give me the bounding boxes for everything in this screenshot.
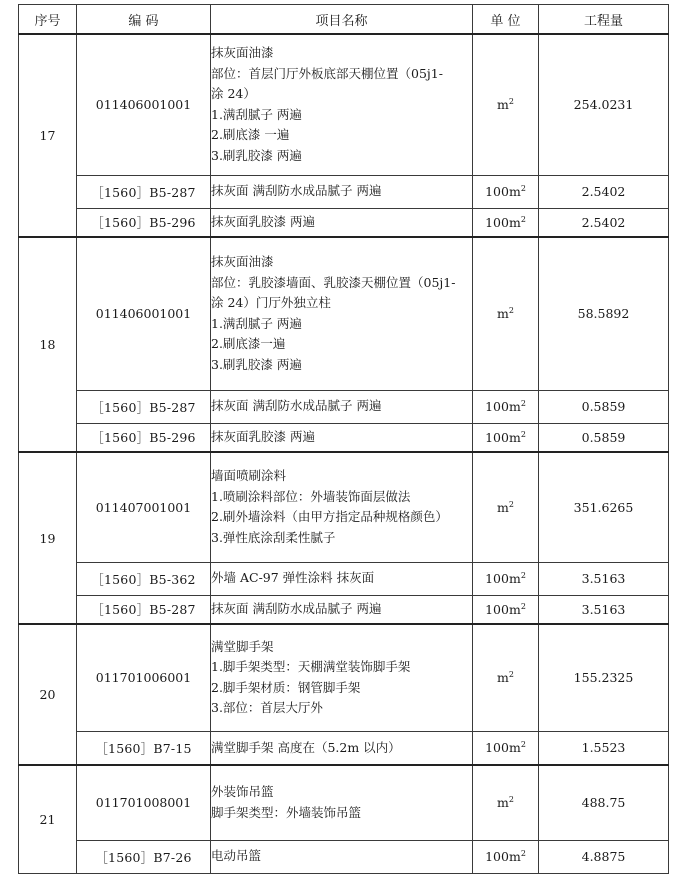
- item-description: [211, 208, 473, 237]
- item-code: ［1560］B5-296: [77, 423, 211, 452]
- unit-base: 100m: [485, 571, 521, 586]
- description-line: 3.弹性底涂刮柔性腻子: [211, 529, 336, 545]
- item-unit: [473, 595, 539, 624]
- description-line: 1.喷刷涂料部位：外墙装饰面层做法: [211, 488, 411, 504]
- unit-exponent: 2: [520, 601, 526, 611]
- description-line: 抹灰面 满刮防水成品腻子 两遍: [211, 183, 382, 199]
- item-description: [211, 34, 473, 175]
- header-unit: 单 位: [473, 5, 539, 35]
- description-line: 抹灰面油漆: [211, 254, 274, 270]
- item-unit: [473, 423, 539, 452]
- table-row: [19, 390, 669, 423]
- item-quantity: 2.5402: [539, 208, 669, 237]
- item-unit: [473, 175, 539, 208]
- unit-base: 100m: [485, 429, 521, 445]
- item-unit: [473, 562, 539, 595]
- item-code: ［1560］B7-26: [77, 840, 211, 873]
- item-number: 17: [19, 34, 77, 237]
- description-line: 3.刷乳胶漆 两遍: [211, 147, 302, 163]
- item-code: 011407001001: [77, 452, 211, 562]
- item-code: ［1560］B5-362: [77, 562, 211, 595]
- item-quantity: 0.5859: [539, 423, 669, 452]
- unit-exponent: 2: [520, 848, 526, 858]
- item-code: ［1560］B5-287: [77, 390, 211, 423]
- description-line: 墙面喷刷涂料: [211, 468, 287, 484]
- description-line: 抹灰面油漆: [211, 45, 274, 61]
- unit-base: 100m: [485, 849, 521, 864]
- table-row: [19, 595, 669, 624]
- unit-exponent: 2: [508, 306, 514, 316]
- item-number: 21: [19, 765, 77, 873]
- unit-exponent: 2: [508, 499, 514, 509]
- item-number: 18: [19, 237, 77, 452]
- item-quantity: 58.5892: [539, 237, 669, 390]
- description-line: 1.满刮腻子 两遍: [211, 315, 302, 331]
- description-line: 抹灰面 满刮防水成品腻子 两遍: [211, 601, 382, 616]
- unit-base: m: [497, 795, 509, 811]
- item-code: 011701006001: [77, 624, 211, 731]
- item-unit: [473, 840, 539, 873]
- item-code: ［1560］B5-287: [77, 595, 211, 624]
- unit-exponent: 2: [520, 183, 526, 193]
- item-quantity: 1.5523: [539, 731, 669, 765]
- item-number: 19: [19, 452, 77, 624]
- unit-exponent: 2: [520, 570, 526, 580]
- quantity-table: [18, 4, 669, 874]
- table-row: [19, 175, 669, 208]
- item-description: [211, 452, 473, 562]
- item-quantity: 4.8875: [539, 840, 669, 873]
- description-line: 2.脚手架材质：钢管脚手架: [211, 679, 361, 695]
- item-quantity: 351.6265: [539, 452, 669, 562]
- description-line: 脚手架类型：外墙装饰吊篮: [211, 804, 362, 820]
- item-description: [211, 390, 473, 423]
- table-row: [19, 624, 669, 731]
- item-quantity: 3.5163: [539, 595, 669, 624]
- description-line: 涂 24）: [211, 86, 256, 102]
- item-code: 011406001001: [77, 34, 211, 175]
- item-description: [211, 423, 473, 452]
- item-code: ［1560］B5-287: [77, 175, 211, 208]
- header-no: 序号: [19, 5, 77, 35]
- header-qty: 工程量: [539, 5, 669, 35]
- description-line: 外墙 AC-97 弹性涂料 抹灰面: [211, 570, 375, 586]
- unit-base: m: [497, 306, 509, 322]
- table-row: [19, 208, 669, 237]
- table-body: [19, 34, 669, 873]
- description-line: 1.满刮腻子 两遍: [211, 106, 302, 122]
- unit-exponent: 2: [520, 398, 526, 408]
- unit-exponent: 2: [508, 97, 514, 107]
- table-row: [19, 840, 669, 873]
- unit-base: 100m: [485, 740, 521, 756]
- table-row: [19, 452, 669, 562]
- item-code: ［1560］B7-15: [77, 731, 211, 765]
- header-code: 编 码: [77, 5, 211, 35]
- unit-base: 100m: [485, 601, 521, 617]
- description-line: 2.刷底漆 一遍: [211, 127, 290, 143]
- unit-exponent: 2: [520, 429, 526, 439]
- item-quantity: 155.2325: [539, 624, 669, 731]
- description-line: 3.部位：首层大厅外: [211, 700, 323, 716]
- header-name: 项目名称: [211, 5, 473, 35]
- table-row: [19, 765, 669, 840]
- unit-exponent: 2: [508, 670, 514, 680]
- description-line: 满堂脚手架: [211, 638, 274, 654]
- table-row: [19, 731, 669, 765]
- description-line: 2.刷外墙涂料（由甲方指定品种规格颜色）: [211, 509, 448, 525]
- table-row: [19, 562, 669, 595]
- item-unit: [473, 624, 539, 731]
- item-unit: [473, 208, 539, 237]
- description-line: 部位：乳胶漆墙面、乳胶漆天棚位置（05j1-: [211, 274, 456, 290]
- item-quantity: 254.0231: [539, 34, 669, 175]
- item-unit: [473, 34, 539, 175]
- description-line: 1.脚手架类型：天棚满堂装饰脚手架: [211, 659, 411, 675]
- unit-exponent: 2: [520, 214, 526, 224]
- item-description: [211, 595, 473, 624]
- description-line: 抹灰面乳胶漆 两遍: [211, 214, 315, 229]
- table-row: [19, 237, 669, 390]
- unit-base: m: [497, 499, 509, 515]
- item-quantity: 0.5859: [539, 390, 669, 423]
- item-unit: [473, 237, 539, 390]
- unit-base: 100m: [485, 214, 521, 230]
- item-number: 20: [19, 624, 77, 765]
- unit-base: 100m: [485, 399, 521, 414]
- item-code: ［1560］B5-296: [77, 208, 211, 237]
- item-unit: [473, 731, 539, 765]
- table-header: [19, 5, 669, 35]
- item-code: 011406001001: [77, 237, 211, 390]
- description-line: 3.刷乳胶漆 两遍: [211, 356, 302, 372]
- unit-exponent: 2: [508, 795, 514, 805]
- table-row: [19, 423, 669, 452]
- description-line: 抹灰面 满刮防水成品腻子 两遍: [211, 398, 382, 414]
- unit-exponent: 2: [520, 740, 526, 750]
- description-line: 满堂脚手架 高度在（5.2m 以内）: [211, 739, 401, 755]
- item-unit: [473, 765, 539, 840]
- item-description: [211, 175, 473, 208]
- unit-base: m: [497, 97, 509, 113]
- item-quantity: 2.5402: [539, 175, 669, 208]
- item-description: [211, 840, 473, 873]
- item-unit: [473, 390, 539, 423]
- item-quantity: 488.75: [539, 765, 669, 840]
- description-line: 涂 24）门厅外独立柱: [211, 295, 331, 311]
- item-description: [211, 624, 473, 731]
- item-description: [211, 237, 473, 390]
- unit-base: m: [497, 670, 509, 686]
- item-description: [211, 562, 473, 595]
- item-description: [211, 765, 473, 840]
- item-quantity: 3.5163: [539, 562, 669, 595]
- description-line: 抹灰面乳胶漆 两遍: [211, 429, 315, 444]
- item-unit: [473, 452, 539, 562]
- description-line: 部位：首层门厅外板底部天棚位置（05j1-: [211, 65, 443, 81]
- description-line: 2.刷底漆一遍: [211, 336, 286, 352]
- item-description: [211, 731, 473, 765]
- unit-base: 100m: [485, 184, 521, 199]
- table-row: [19, 34, 669, 175]
- description-line: 电动吊篮: [211, 848, 262, 864]
- description-line: 外装饰吊篮: [211, 784, 274, 800]
- item-code: 011701008001: [77, 765, 211, 840]
